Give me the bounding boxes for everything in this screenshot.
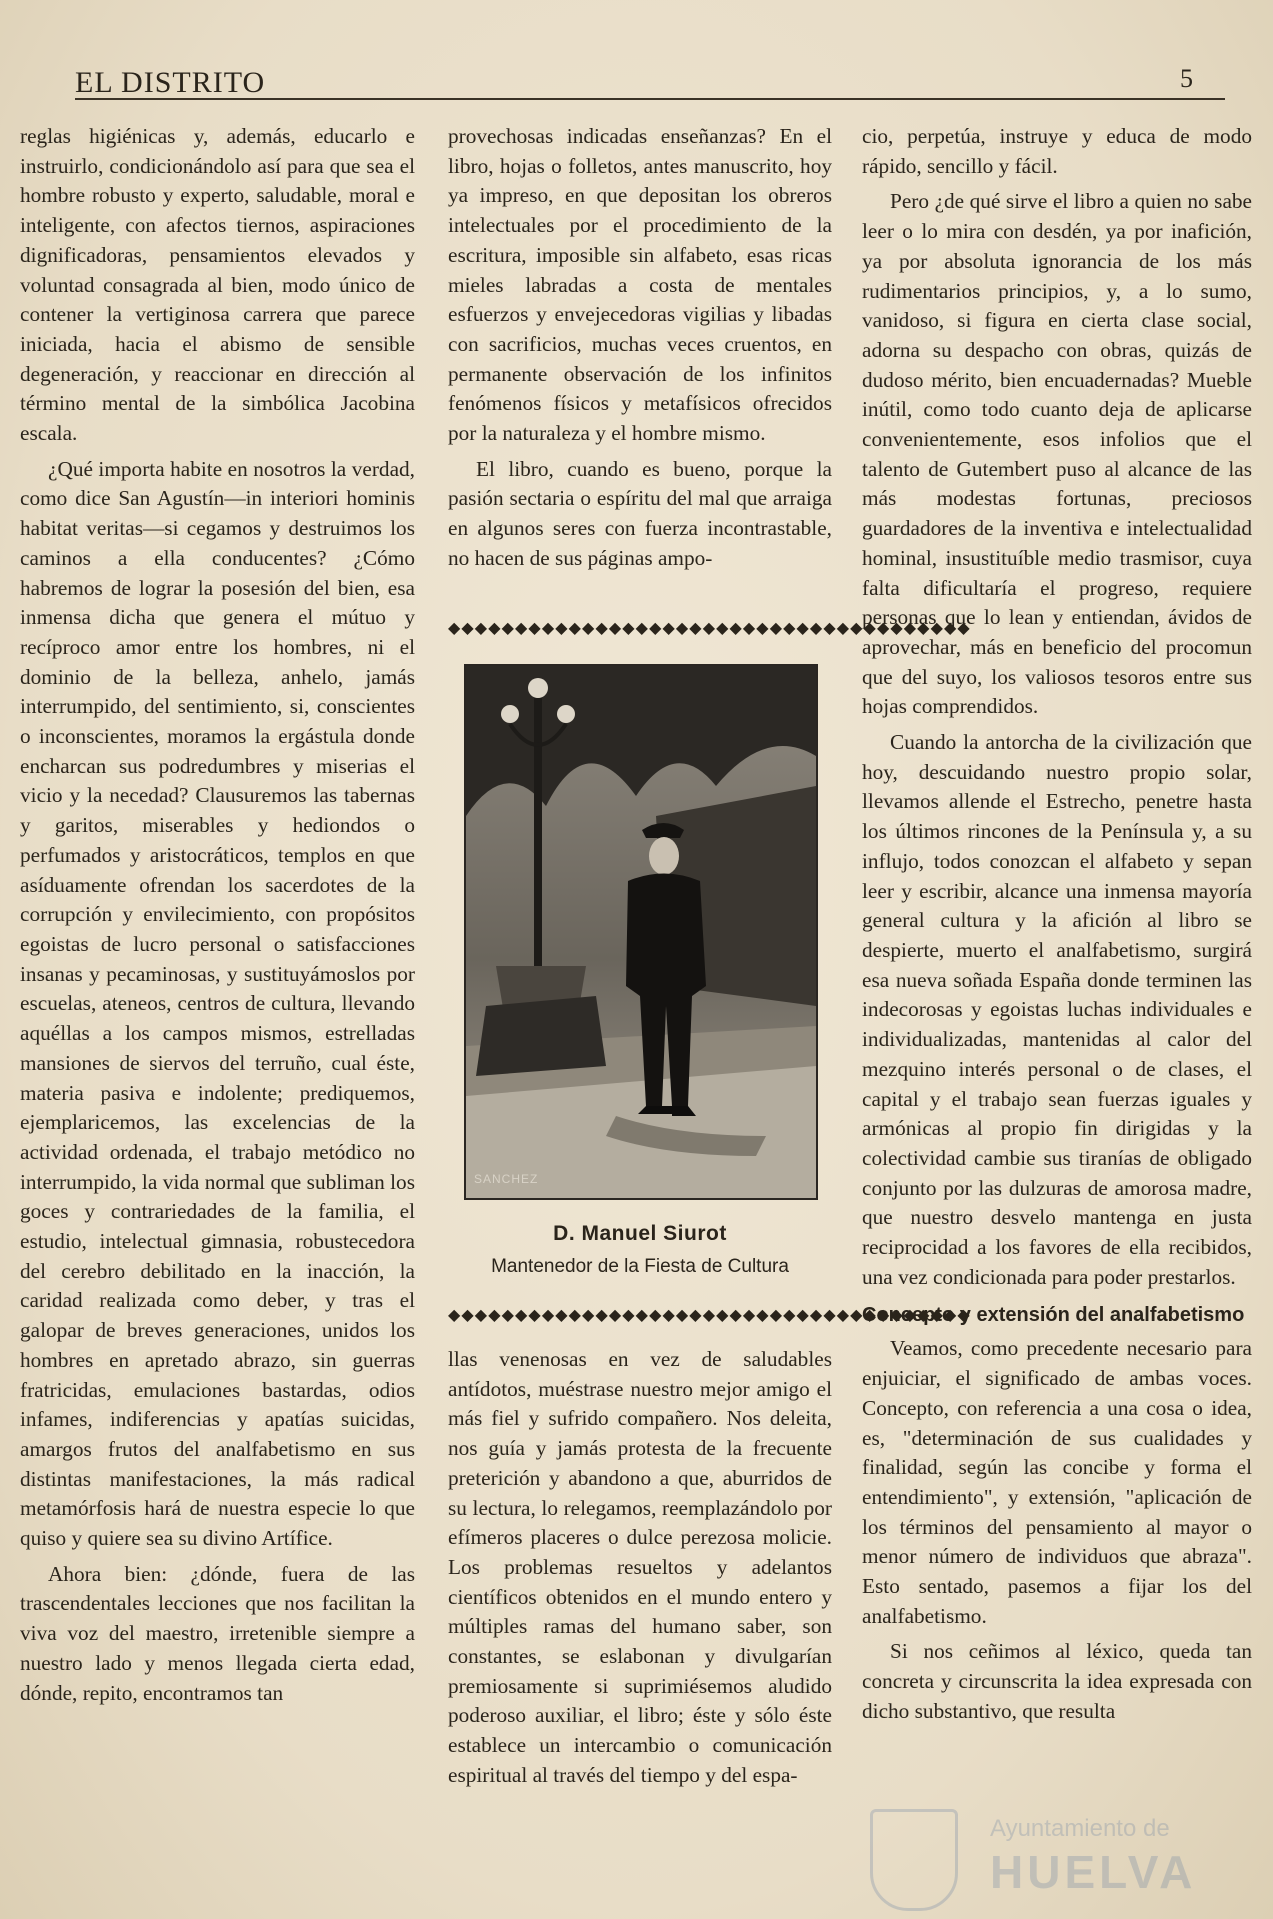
paragraph: Si nos ceñimos al léxico, queda tan concreta y circunscrita la idea expresada con dicho substantivo, que resulta	[862, 1639, 1252, 1723]
coat-of-arms-icon	[870, 1809, 958, 1911]
paragraph: ¿Qué importa habite en nosotros la verdad, como dice San Agustín—in interiori hominis habitat veritas—si cegamos y destruimos los caminos a ella conducentes? ¿Cómo habremos de lograr la posesión del bien, esa inmensa dicha que genera el mútuo y recíproco amor entre los hombres, ni el dominio de la belleza, anhelo, jamás interrumpido, del sentimiento, si, conscientes o inconscientes, moramos la ergástula donde encharcan sus podredumbres y miserias el vicio y la necedad? Clausuremos las tabernas y garitos, miserables y hediondos o perfumados y aristocráticos, templos en que asíduamente ofrendan los sacerdotes de la corrupción y envilecimiento, con propósitos egoistas de lucro personal o satisfacciones insanas y pecaminosas, y sustituyámoslos por escuelas, ateneos, centros de cultura, llevando aquéllas a los campos mismos, estrelladas mansiones de siervos del terruño, cual éste, materia pasiva e indolente; prediquemos, ejemplaricemos, las excelencias de la actividad ordenada, el trabajo metódico no interrumpido, la vida normal que subliman los goces y contrariedades de la familia, el estudio, intelectual gimnasia, robustecedora del cerebro debilitado en la inacción, la caridad realizada como deber, y tras el galopar de breves generaciones, unidos los hombres en apretado abrazo, sin guerras fratricidas, emulaciones bastardas, odios infames, indiferencias y apatías suicidas, amargos frutos del analfabetismo en sus distintas manifestaciones, la más radical metamórfosis hará de nuestra especie lo que quiso y quiere sea su divino Artífice.	[20, 456, 415, 1551]
ornament-divider: ◆◆◆◆◆◆◆◆◆◆◆◆◆◆◆◆◆◆◆◆◆◆◆◆◆◆◆◆◆◆◆◆◆◆◆◆◆◆◆	[448, 1307, 971, 1324]
paragraph: llas venenosas en vez de saludables antídotos, muéstrase nuestro mejor amigo el más fiel y sufrido compañero. Nos deleita, nos guía y jamás protesta de la frecuente preterición y abandono a que, aburridos de su lectura, lo relegamos, reemplazándolo por efímeros placeres o dulce perezosa molicie. Los problemas resueltos y adelantos científicos obtenidos en el mundo entero y múltiples ramas del humano saber, son constantes, se eslabonan y divulgarían premiosamente si suprimiésemos aludido poderoso auxiliar, el libro; éste y sólo éste establece un intercambio o comunicación espiritual al través del tiempo y del espa-	[448, 1347, 832, 1787]
paragraph: Veamos, como precedente necesario para enjuiciar, el significado de ambas voces. Concepto, con referencia a una cosa o idea, es, "determinación de sus cualidades y finalidad, según las concibe y forma el entendimiento", y extensión, "aplicación de los términos del pensamiento al mayor o menor número de individuos que abraza". Esto sentado, pasemos a fijar los del analfabetismo.	[862, 1336, 1252, 1628]
paragraph: reglas higiénicas y, además, educarlo e instruirlo, condicionándolo así para que sea el hombre robusto y experto, saludable, moral e inteligente, con afectos tiernos, aspiraciones dignificadoras, pensamientos elevados y voluntad consagrada al bien, modo único de contener la vertiginosa carrera que parece iniciada, hacia el abismo de sensible degeneración, y reaccionar en dirección al término mental de la simbólica Jacobina escala.	[20, 124, 415, 446]
header-rule	[75, 98, 1225, 100]
ornament-divider: ◆◆◆◆◆◆◆◆◆◆◆◆◆◆◆◆◆◆◆◆◆◆◆◆◆◆◆◆◆◆◆◆◆◆◆◆◆◆◆	[448, 620, 971, 637]
page-header	[75, 62, 1245, 100]
column-2-bottom	[448, 1345, 832, 1791]
paragraph: Ahora bien: ¿dónde, fuera de las trascendentales lecciones que nos facilitan la viva voz del maestro, irretenible siempre a nuestro lado y menos llegada cierta edad, dónde, repito, encontramos tan	[20, 1561, 415, 1705]
masthead-title: EL DISTRITO	[75, 66, 266, 99]
watermark-line-1: Ayuntamiento de	[990, 1815, 1170, 1842]
paragraph: El libro, cuando es bueno, porque la pasión sectaria o espíritu del mal que arraiga en algunos seres con fuerza incontrastable, no hacen de sus páginas ampo-	[448, 456, 832, 570]
watermark	[870, 1805, 1250, 1915]
caption-name: D. Manuel Siurot	[553, 1222, 727, 1245]
watermark-line-2: HUELVA	[990, 1846, 1197, 1898]
page-number: 5	[1180, 64, 1193, 93]
paragraph: cio, perpetúa, instruye y educa de modo rápido, sencillo y fácil.	[862, 124, 1252, 178]
paragraph: provechosas indicadas enseñanzas? En el libro, hojas o folletos, antes manuscrito, hoy ya impreso, en que depositan los obreros intelectuales por el procedimiento de la escritura, imposible sin alfabeto, esas ricas mieles labradas a costa de mentales esfuerzos y envejecedoras vigilias y libadas con sacrificios, muchas veces cruentos, en permanente observación de los infinitos fenómenos físicos y metafísicos ofrecidos por la naturaleza y el hombre mismo.	[448, 124, 832, 446]
caption-role: Mantenedor de la Fiesta de Cultura	[491, 1256, 789, 1277]
section-subheading: Concepto y extensión del analfabetismo	[862, 1304, 1245, 1327]
photo-credit: SANCHEZ	[474, 1172, 539, 1186]
portrait-photo	[464, 664, 818, 1200]
column-2-top	[448, 122, 832, 574]
column-1	[20, 122, 415, 1708]
paragraph: Cuando la antorcha de la civilización que hoy, descuidando nuestro propio solar, llevamos allende el Estrecho, penetre hasta los últimos rincones de la Península y, a su influjo, todos conozcan el alfabeto y sepan leer y escribir, alcance una inmensa mayoría general cultura y la afición al libro se despierte, muerto el analfabetismo, surgirá esa nueva soñada España donde terminen las indecorosas y egoistas luchas individuales e individualizadas, mantenidas al calor del mezquino interés personal o de clases, el capital y el trabajo sean fuerzas iguales y armónicas al propio fin dirigidas y la colectividad cambie sus tiranías de obligado conjunto por las dulzuras de amorosa madre, que nuestro desvelo mantenga en justa reciprocidad a los favores de ella recibidos, una vez condicionada para poder prestarlos.	[862, 730, 1252, 1289]
column-3	[862, 122, 1252, 1727]
paragraph: Pero ¿de qué sirve el libro a quien no sabe leer o lo mira con desdén, ya por inafición, ya por absoluta ignorancia de los más rudimentarios principios, y, a lo sumo, vanidoso, si figura en cierta clase social, adorna su despacho con obras, quizás de dudoso mérito, bien encuadernadas? Mueble inútil, como todo cuanto deja de aplicarse convenientemente, esos infolios que el talento de Gutembert puso al alcance de las más modestas fortunas, preciosos guardadores de la inventiva e intelectualidad hominal, insustituíble medio trasmisor, cuya falta dificultaría el progreso, requiere personas que lo lean y entiendan, ávidos de aprovechar, más en beneficio del procomun que del suyo, los valiosos tesoros entre sus hojas comprendidos.	[862, 189, 1252, 719]
